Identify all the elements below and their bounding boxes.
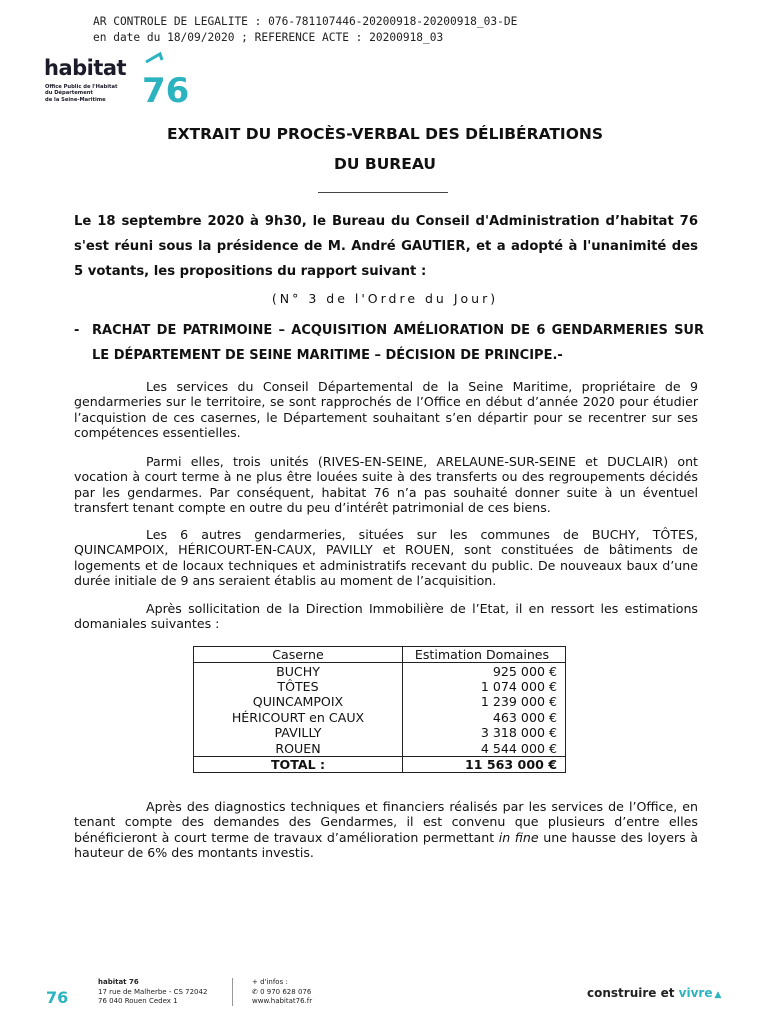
- table-row: [194, 663, 566, 679]
- logo-word: habitat: [44, 56, 127, 80]
- table-header-row: [194, 647, 566, 663]
- logo-76-number: 76: [142, 71, 190, 111]
- footer-address-1: 17 rue de Malherbe - CS 72042: [98, 987, 208, 996]
- table-cell: 925 000 €: [403, 663, 566, 679]
- document-title-line-1: EXTRAIT DU PROCÈS-VERBAL DES DÉLIBÉRATIONS: [166, 125, 604, 143]
- paragraph-3-text: Les 6 autres gendarmeries, situées sur les communes de BUCHY, TÔTES, QUINCAMPOIX, HÉRICOURT-EN-CAUX, PAVILLY et ROUEN, sont constituées de bâtiments de logements et de locaux techniques et administratifs recevant du public. De nouveaux baux d’une durée initiale de 9 ans seraient établis au moment de l’acquisition.: [74, 527, 698, 589]
- table-cell: 463 000 €: [403, 710, 566, 725]
- table-cell: PAVILLY: [194, 725, 403, 740]
- subject-text: RACHAT DE PATRIMOINE – ACQUISITION AMÉLIORATION DE 6 GENDARMERIES SUR LE DÉPARTEMENT DE SEINE MARITIME – DÉCISION DE PRINCIPE.-: [92, 323, 704, 363]
- footer-phone: 0 970 628 076: [260, 987, 312, 996]
- footer-address: [98, 978, 207, 1007]
- stamp-line-1: AR CONTROLE DE LEGALITE : 076-781107446-20200918-20200918_03-DE: [93, 15, 518, 28]
- logo-subtitle-2: du Département: [45, 90, 93, 97]
- footer-phone-row: [252, 988, 312, 998]
- footer-tagline-2: vivre: [678, 986, 713, 1000]
- table-cell: 1 074 000 €: [403, 679, 566, 694]
- estimation-table: [193, 646, 566, 773]
- table-cell: 4 544 000 €: [403, 740, 566, 756]
- table-row: [194, 710, 566, 725]
- paragraph-5: [74, 799, 698, 861]
- subject-dash: -: [74, 323, 80, 338]
- paragraph-5-emphasis: in fine: [498, 829, 539, 845]
- table-row: [194, 679, 566, 694]
- footer-divider: [232, 978, 233, 1006]
- logo-subtitle-3: de la Seine-Maritime: [45, 96, 106, 103]
- footer-tagline-1: construire et: [587, 986, 675, 1000]
- table-header-cell: Estimation Domaines: [403, 647, 566, 663]
- subject-heading: [74, 318, 704, 368]
- legality-stamp: [93, 14, 517, 46]
- table-row: [194, 740, 566, 756]
- habitat76-logo: [44, 52, 194, 112]
- stamp-line-2: en date du 18/09/2020 ; REFERENCE ACTE : 20200918_03: [93, 31, 444, 44]
- footer-tagline: [587, 986, 721, 1000]
- arrow-icon: ▲: [714, 990, 722, 1000]
- footer-contact: [252, 978, 312, 1007]
- paragraph-1-text: Les services du Conseil Départemental de la Seine Maritime, propriétaire de 9 gendarmeries sur le territoire, se sont rapprochés de l’Office en début d’année 2020 pour étudier l’acquistion de ces casernes, le Département souhaitant s’en départir pour se recentrer sur ses compétences essentielles.: [74, 379, 698, 441]
- intro-paragraph: Le 18 septembre 2020 à 9h30, le Bureau du Conseil d'Administration d’habitat 76 s'est réuni sous la présidence de M. André GAUTIER, et a adopté à l'unanimité des 5 votants, les propositions du rapport suivant :: [74, 214, 698, 279]
- table-total-value: 11 563 000 €: [403, 756, 566, 772]
- logo-subtitle-1: Office Public de l'Habitat: [45, 84, 118, 90]
- paragraph-5-text-a: Après des diagnostics techniques et financiers réalisés par les services de l’Office, en tenant compte des demandes des Gendarmes, il est convenu que plusieurs d’entre elles bénéficieront à court terme de travaux d’amélioration permettant: [74, 799, 698, 845]
- footer-website[interactable]: www.habitat76.fr: [252, 997, 313, 1006]
- table-total-label: TOTAL :: [194, 756, 403, 772]
- footer-address-2: 76 040 Rouen Cedex 1: [98, 997, 178, 1006]
- paragraph-2-text: Parmi elles, trois unités (RIVES-EN-SEINE, ARELAUNE-SUR-SEINE et DUCLAIR) ont vocation à court terme à ne plus être louées suite à des transferts ou des regroupements décidés par les gendarmes. Par conséquent, habitat 76 n’a pas souhaité donner suite à un éventuel transfert tenant compte en outre du peu d’intérêt patrimonial de ces biens.: [74, 454, 698, 516]
- logo-76-mark: [140, 52, 190, 111]
- document-title-line-2: DU BUREAU: [334, 155, 436, 173]
- table-row: [194, 694, 566, 709]
- paragraph-5-text-b: une hausse des loyers à hauteur de 6% des montants investis.: [74, 829, 698, 861]
- footer: [0, 972, 770, 1012]
- paragraph-2: [74, 454, 698, 516]
- footer-name: habitat 76: [98, 978, 139, 986]
- paragraph-4-text: Après sollicitation de la Direction Immobilière de l’Etat, il en ressort les estimations domaniales suivantes :: [74, 601, 698, 632]
- table-cell: TÔTES: [194, 679, 403, 694]
- phone-icon: ✆: [252, 987, 261, 996]
- title-rule: [318, 192, 448, 193]
- table-cell: ROUEN: [194, 740, 403, 756]
- table-cell: 3 318 000 €: [403, 725, 566, 740]
- footer-info-label: + d'infos :: [252, 978, 288, 986]
- table-cell: HÉRICOURT en CAUX: [194, 710, 403, 725]
- table-cell: QUINCAMPOIX: [194, 694, 403, 709]
- table-total-row: [194, 756, 566, 772]
- paragraph-1: [74, 379, 698, 441]
- paragraph-4: [74, 601, 698, 632]
- footer-logo-number: 76: [46, 988, 69, 1007]
- table-cell: 1 239 000 €: [403, 694, 566, 709]
- agenda-reference: (N° 3 de l'Ordre du Jour): [271, 291, 499, 306]
- logo-subtitle: [45, 84, 117, 103]
- paragraph-3: [74, 527, 698, 589]
- table-header-cell: Caserne: [194, 647, 403, 663]
- table-cell: BUCHY: [194, 663, 403, 679]
- table-row: [194, 725, 566, 740]
- footer-logo-mark: [46, 980, 68, 1006]
